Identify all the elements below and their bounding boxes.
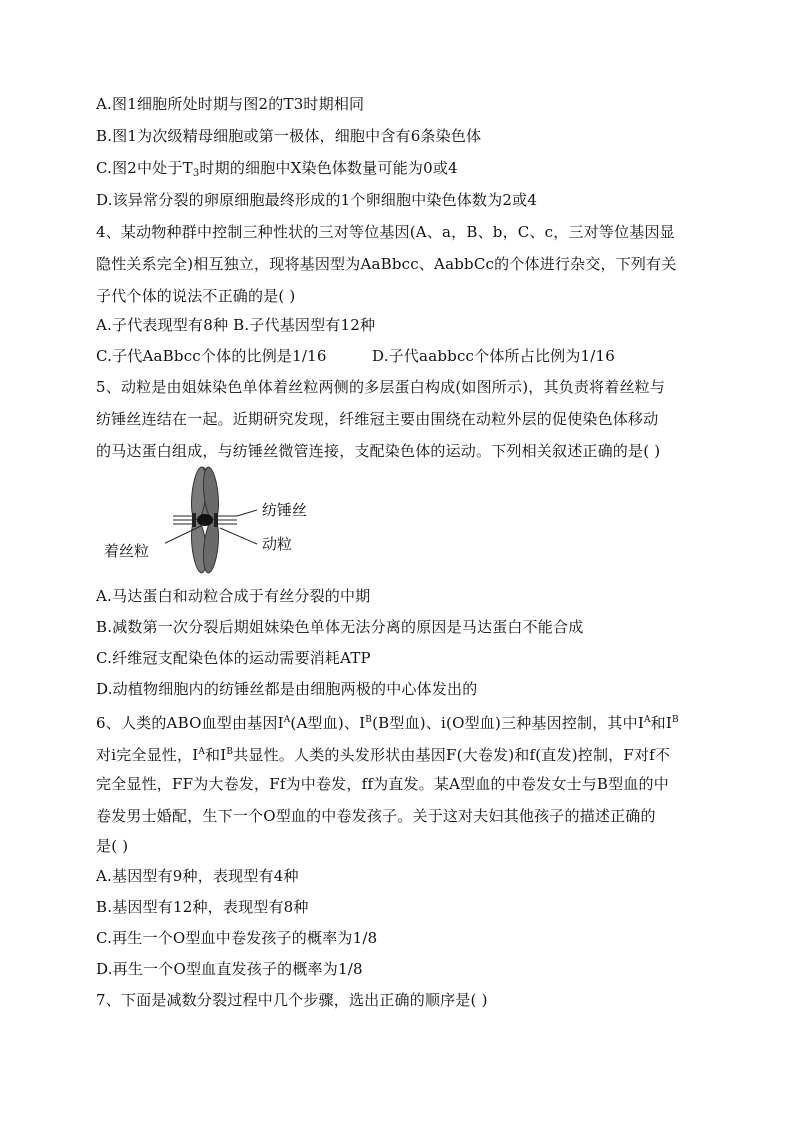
q3-option-c <box>96 158 458 184</box>
q6-l1-c: (B型血)、i(O型血)三种基因控制，其中I <box>372 714 644 732</box>
q3-option-a: A.图1细胞所处时期与图2的T3时期相同 <box>96 95 365 113</box>
q6-l1-sup-a2: A <box>643 715 651 725</box>
q6-option-b: B.基因型有12种，表现型有8种 <box>96 898 309 916</box>
q3-option-b: B.图1为次级精母细胞或第一极体，细胞中含有6条染色体 <box>96 127 482 145</box>
chromosome-figure <box>165 466 295 576</box>
label-centromere: 着丝粒 <box>104 542 150 560</box>
q6-option-c: C.再生一个O型血中卷发孩子的概率为1/8 <box>96 929 378 947</box>
q5-option-c: C.纤维冠支配染色体的运动需要消耗ATP <box>96 649 371 667</box>
q4-stem-line-3: 子代个体的说法不正确的是( ) <box>96 287 296 305</box>
q5-option-b: B.减数第一次分裂后期姐妹染色单体无法分离的原因是马达蛋白不能合成 <box>96 618 584 636</box>
q6-stem-line-4: 卷发男士婚配，生下一个O型血的中卷发孩子。关于这对夫妇其他孩子的描述正确的 <box>96 807 656 825</box>
q6-stem-line-1 <box>96 710 679 733</box>
q6-stem-line-5: 是( ) <box>96 837 129 855</box>
q6-option-a: A.基因型有9种，表现型有4种 <box>96 867 299 885</box>
label-kinetochore: 动粒 <box>262 535 293 553</box>
q6-l2-a: 对i完全显性，I <box>96 746 199 764</box>
q6-l1-d: 和I <box>650 714 672 732</box>
q6-l2-b: 和I <box>205 746 227 764</box>
q6-l1-sup-b2: B <box>672 715 679 725</box>
q7-stem-line-1: 7、下面是减数分裂过程中几个步骤，选出正确的顺序是( ) <box>96 991 488 1009</box>
q6-l1-a: 6、人类的ABO血型由基因I <box>96 714 284 732</box>
q5-option-d: D.动植物细胞内的纺锤丝都是由细胞两极的中心体发出的 <box>96 680 478 698</box>
q6-l1-sup-a: A <box>283 715 291 725</box>
q5-stem-line-2: 纺锤丝连结在一起。近期研究发现，纤维冠主要由围绕在动粒外层的促使染色体移动 <box>96 410 659 428</box>
q3-option-c-pre: C.图2中处于T <box>96 159 193 177</box>
q4-option-c: C.子代AaBbcc个体的比例是1/16 <box>96 347 327 365</box>
q5-option-a: A.马达蛋白和动粒合成于有丝分裂的中期 <box>96 587 371 605</box>
q6-l2-sup-a: A <box>198 747 206 757</box>
q6-l2-sup-b: B <box>226 747 234 757</box>
q3-option-c-sub: 3 <box>192 168 200 179</box>
q6-l1-sup-b: B <box>365 715 373 725</box>
label-spindle-fiber: 纺锤丝 <box>262 501 308 519</box>
q4-option-ab: A.子代表现型有8种 B.子代基因型有12种 <box>96 316 376 334</box>
q6-l1-b: (A型血)、I <box>290 714 366 732</box>
q6-option-d: D.再生一个O型血直发孩子的概率为1/8 <box>96 960 363 978</box>
q6-l2-c: 共显性。人类的头发形状由基因F(大卷发)和f(直发)控制，F对f不 <box>233 746 671 764</box>
q6-stem-line-2 <box>96 742 670 765</box>
q3-option-d: D.该异常分裂的卵原细胞最终形成的1个卵细胞中染色体数为2或4 <box>96 191 538 209</box>
q4-stem-line-1: 4、某动物种群中控制三种性状的三对等位基因(A、a，B、b，C、c，三对等位基因显 <box>96 223 675 241</box>
q5-stem-line-1: 5、动粒是由姐妹染色单体着丝粒两侧的多层蛋白构成(如图所示)，其负责将着丝粒与 <box>96 378 666 396</box>
q4-option-d: D.子代aabbcc个体所占比例为1/16 <box>372 347 616 365</box>
q5-stem-line-3: 的马达蛋白组成，与纺锤丝微管连接，支配染色体的运动。下列相关叙述正确的是( ) <box>96 442 661 460</box>
q4-stem-line-2: 隐性关系完全)相互独立，现将基因型为AaBbcc、AabbCc的个体进行杂交，下列有关 <box>96 255 677 273</box>
q3-option-c-post: 时期的细胞中X染色体数量可能为0或4 <box>199 159 458 177</box>
q6-stem-line-3: 完全显性，FF为大卷发，Ff为中卷发，ff为直发。某A型血的中卷发女士与B型血的中 <box>96 775 669 793</box>
